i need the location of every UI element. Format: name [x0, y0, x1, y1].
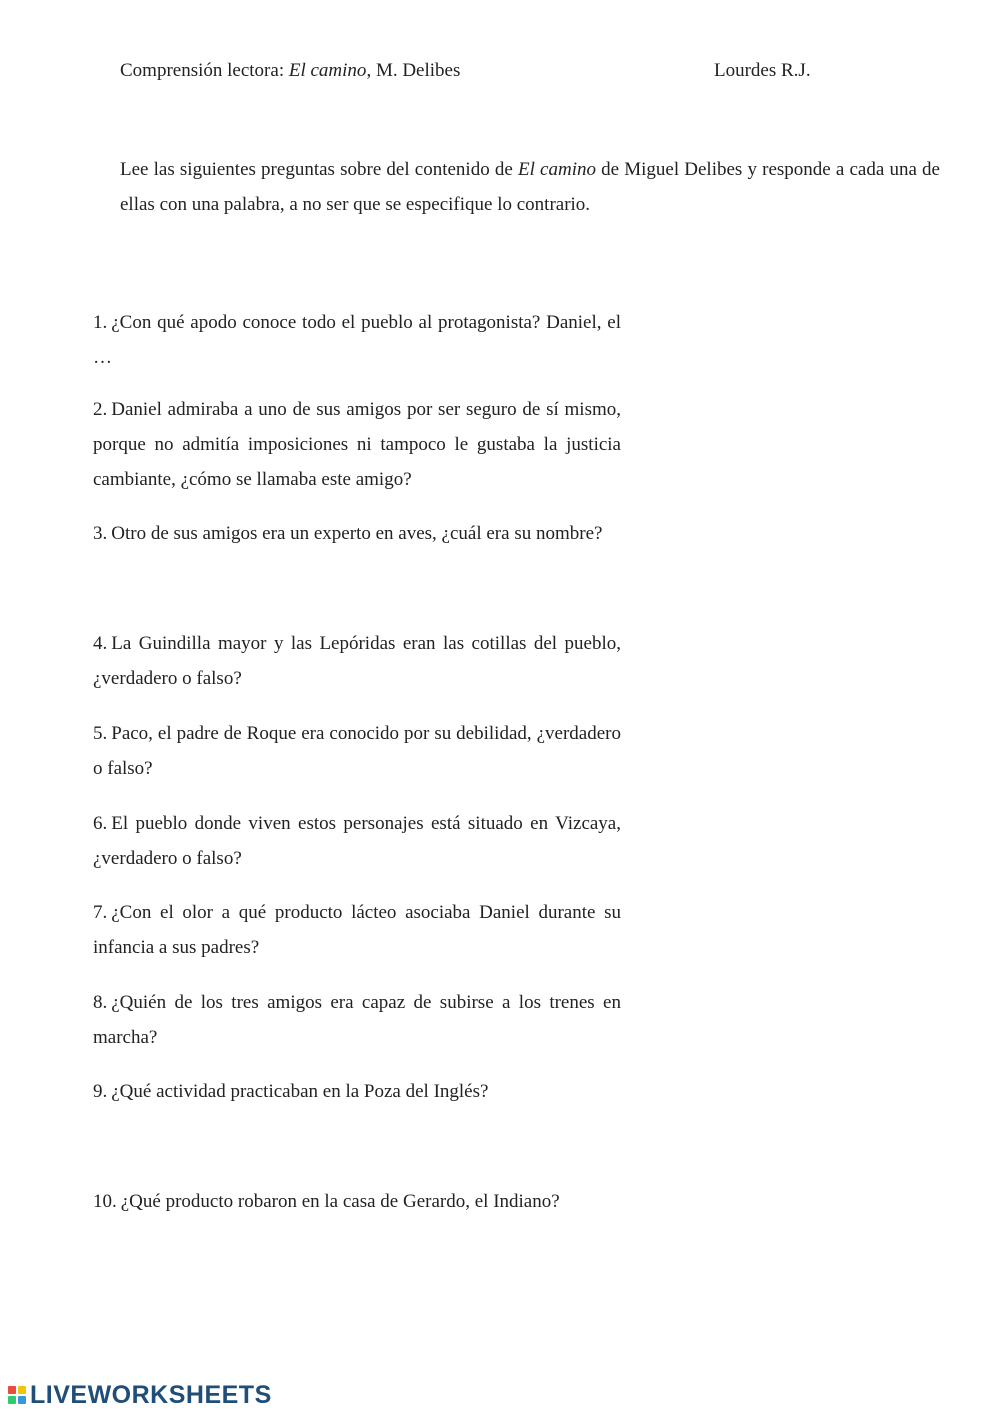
question-text: Daniel admiraba a uno de sus amigos por ser seguro de sí mismo, porque no admitía imposiciones ni tampoco le gustaba la justicia cambiante, ¿cómo se llamaba este amigo? — [93, 399, 621, 490]
logo-grid-icon — [8, 1386, 26, 1404]
question-5 — [93, 716, 621, 786]
question-number: 4. — [93, 633, 108, 654]
question-6 — [93, 806, 621, 876]
question-text: ¿Con qué apodo conoce todo el pueblo al protagonista? Daniel, el … — [93, 312, 621, 368]
question-4 — [93, 626, 621, 696]
title-suffix: , M. Delibes — [366, 60, 461, 81]
question-text: La Guindilla mayor y las Lepóridas eran las cotillas del pueblo, ¿verdadero o falso? — [93, 633, 621, 689]
question-number: 1. — [93, 312, 108, 333]
question-number: 2. — [93, 399, 108, 420]
question-number: 9. — [93, 1081, 108, 1102]
question-1 — [93, 305, 621, 375]
question-9 — [93, 1074, 621, 1109]
question-7 — [93, 895, 621, 965]
question-number: 10. — [93, 1191, 117, 1212]
question-text: ¿Con el olor a qué producto lácteo asociaba Daniel durante su infancia a sus padres? — [93, 902, 621, 958]
question-text: ¿Qué actividad practicaban en la Poza del Inglés? — [111, 1081, 489, 1102]
document-author: Lourdes R.J. — [714, 60, 811, 81]
instructions-book-name: El camino — [517, 159, 596, 180]
question-text: ¿Qué producto robaron en la casa de Gerardo, el Indiano? — [120, 1191, 560, 1212]
question-3 — [93, 516, 621, 551]
title-book-name: El camino — [288, 60, 367, 81]
question-text: Paco, el padre de Roque era conocido por su debilidad, ¿verdadero o falso? — [93, 723, 621, 779]
instructions-part-2: de Miguel Delibes y responde a cada una de ellas con una palabra, a no ser que se especifique lo contrario. — [120, 159, 940, 215]
question-text: ¿Quién de los tres amigos era capaz de subirse a los trenes en marcha? — [93, 992, 621, 1048]
question-number: 6. — [93, 813, 108, 834]
question-8 — [93, 985, 621, 1055]
question-number: 5. — [93, 723, 108, 744]
question-number: 3. — [93, 523, 108, 544]
instructions-part-1: Lee las siguientes preguntas sobre del contenido de — [120, 159, 518, 180]
question-10 — [93, 1184, 693, 1219]
liveworksheets-logo[interactable] — [8, 1380, 272, 1410]
document-title — [120, 60, 460, 82]
logo-square-green — [8, 1396, 16, 1404]
question-text: El pueblo donde viven estos personajes está situado en Vizcaya, ¿verdadero o falso? — [93, 813, 621, 869]
question-number: 7. — [93, 902, 108, 923]
logo-square-red — [8, 1386, 16, 1394]
question-number: 8. — [93, 992, 108, 1013]
instructions-paragraph — [120, 152, 940, 222]
logo-text: LIVEWORKSHEETS — [30, 1380, 272, 1409]
question-2 — [93, 392, 621, 497]
logo-square-yellow — [18, 1386, 26, 1394]
logo-square-blue — [18, 1396, 26, 1404]
question-text: Otro de sus amigos era un experto en aves, ¿cuál era su nombre? — [111, 523, 603, 544]
title-prefix: Comprensión lectora: — [120, 60, 289, 81]
